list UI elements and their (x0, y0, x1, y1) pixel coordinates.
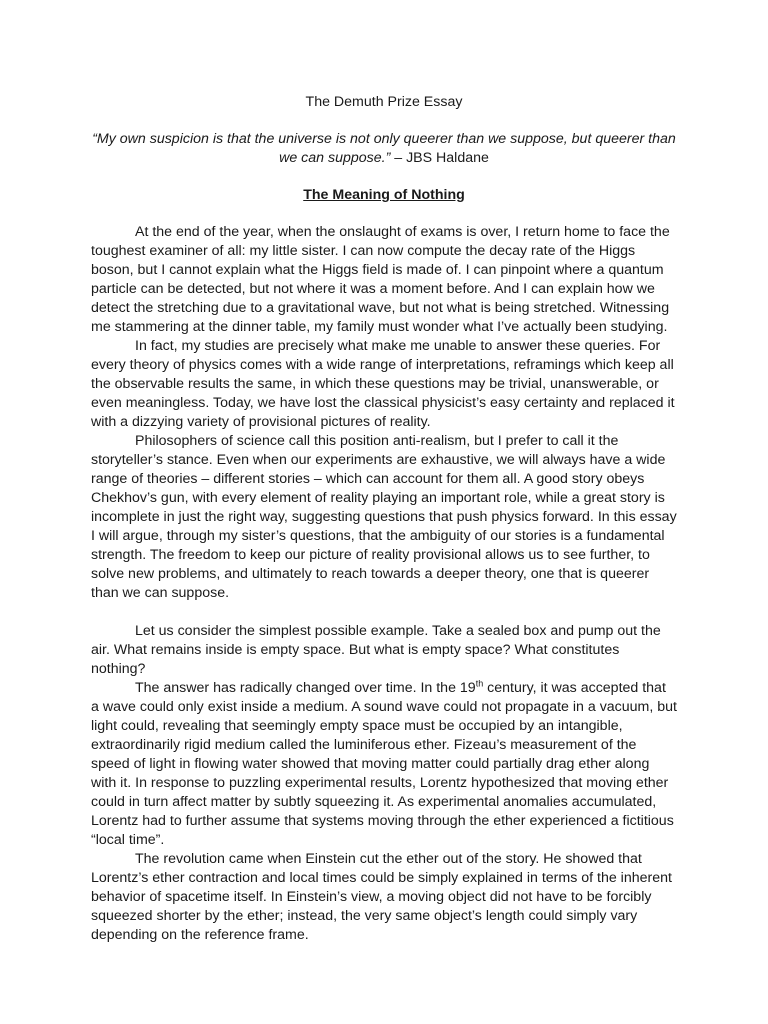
ordinal-superscript: th (475, 678, 484, 689)
paragraph-2: In fact, my studies are precisely what make me unable to answer these queries. For every theory of physics comes with a wide range of interpretations, reframings which keep all the observable results the same, in which these questions may be trivial, unanswerable, or even meaningless. Today, we have lost the classical physicist’s easy certainty and replaced it with a dizzying variety of provisional pictures of reality. (91, 338, 675, 430)
paragraph-3: Philosophers of science call this position anti-realism, but I prefer to call it the storyteller’s stance. Even when our experiments are exhaustive, we will always have a wide range of theories – different stories – which can account for them all. A good story obeys Chekhov’s gun, with every element of reality playing an important role, while a great story is incomplete in just the right way, suggesting questions that push physics forward. In this essay I will argue, through my sister’s questions, that the ambiguity of our stories is a fundamental strength. The freedom to keep our picture of reality provisional allows us to see further, to solve new problems, and ultimately to reach towards a deeper theory, one that is queerer than we can suppose. (91, 433, 677, 601)
epigraph-quote: “My own suspicion is that the universe is not only queerer than we suppose, but queerer than we can suppose.” (92, 131, 676, 166)
epigraph (91, 130, 677, 168)
paragraph-5-start: The answer has radically changed over time. In the 19 (135, 680, 476, 696)
essay-body (91, 223, 677, 945)
paragraph-1: At the end of the year, when the onslaught of exams is over, I return home to face the toughest examiner of all: my little sister. I can now compute the decay rate of the Higgs boson, but I cannot explain what the Higgs field is made of. I can pinpoint where a quantum particle can be detected, but not where it was a moment before. And I can explain how we detect the stretching due to a gravitational wave, but not what is being stretched. Witnessing me stammering at the dinner table, my family must wonder what I’ve actually been studying. (91, 224, 670, 335)
paragraph-5 (91, 679, 677, 850)
document-page (91, 93, 677, 945)
paragraph-4: Let us consider the simplest possible example. Take a sealed box and pump out the air. What remains inside is empty space. But what is empty space? What constitutes nothing? (91, 623, 661, 677)
paragraph-5-rest: century, it was accepted that a wave could only exist inside a medium. A sound wave could not propagate in a vacuum, but light could, revealing that seemingly empty space must be occupied by an intangible, extraordinarily rigid medium called the luminiferous ether. Fizeau’s measurement of the speed of light in flowing water showed that moving matter could partially drag ether along with it. In response to puzzling experimental results, Lorentz hypothesized that moving ether could in turn affect matter by subtly squeezing it. As experimental anomalies accumulated, Lorentz had to further assume that systems moving through the ether experienced a fictitious “local time”. (91, 680, 677, 848)
paragraph-6: The revolution came when Einstein cut the ether out of the story. He showed that Lorentz’s ether contraction and local times could be simply explained in terms of the inherent behavior of spacetime itself. In Einstein’s view, a moving object did not have to be forcibly squeezed shorter by the ether; instead, the very same object’s length could simply vary depending on the reference frame. (91, 851, 672, 943)
epigraph-attribution: – JBS Haldane (390, 150, 489, 166)
essay-heading: The Meaning of Nothing (303, 187, 465, 203)
document-title: The Demuth Prize Essay (305, 94, 463, 110)
paragraph-gap (91, 603, 677, 622)
